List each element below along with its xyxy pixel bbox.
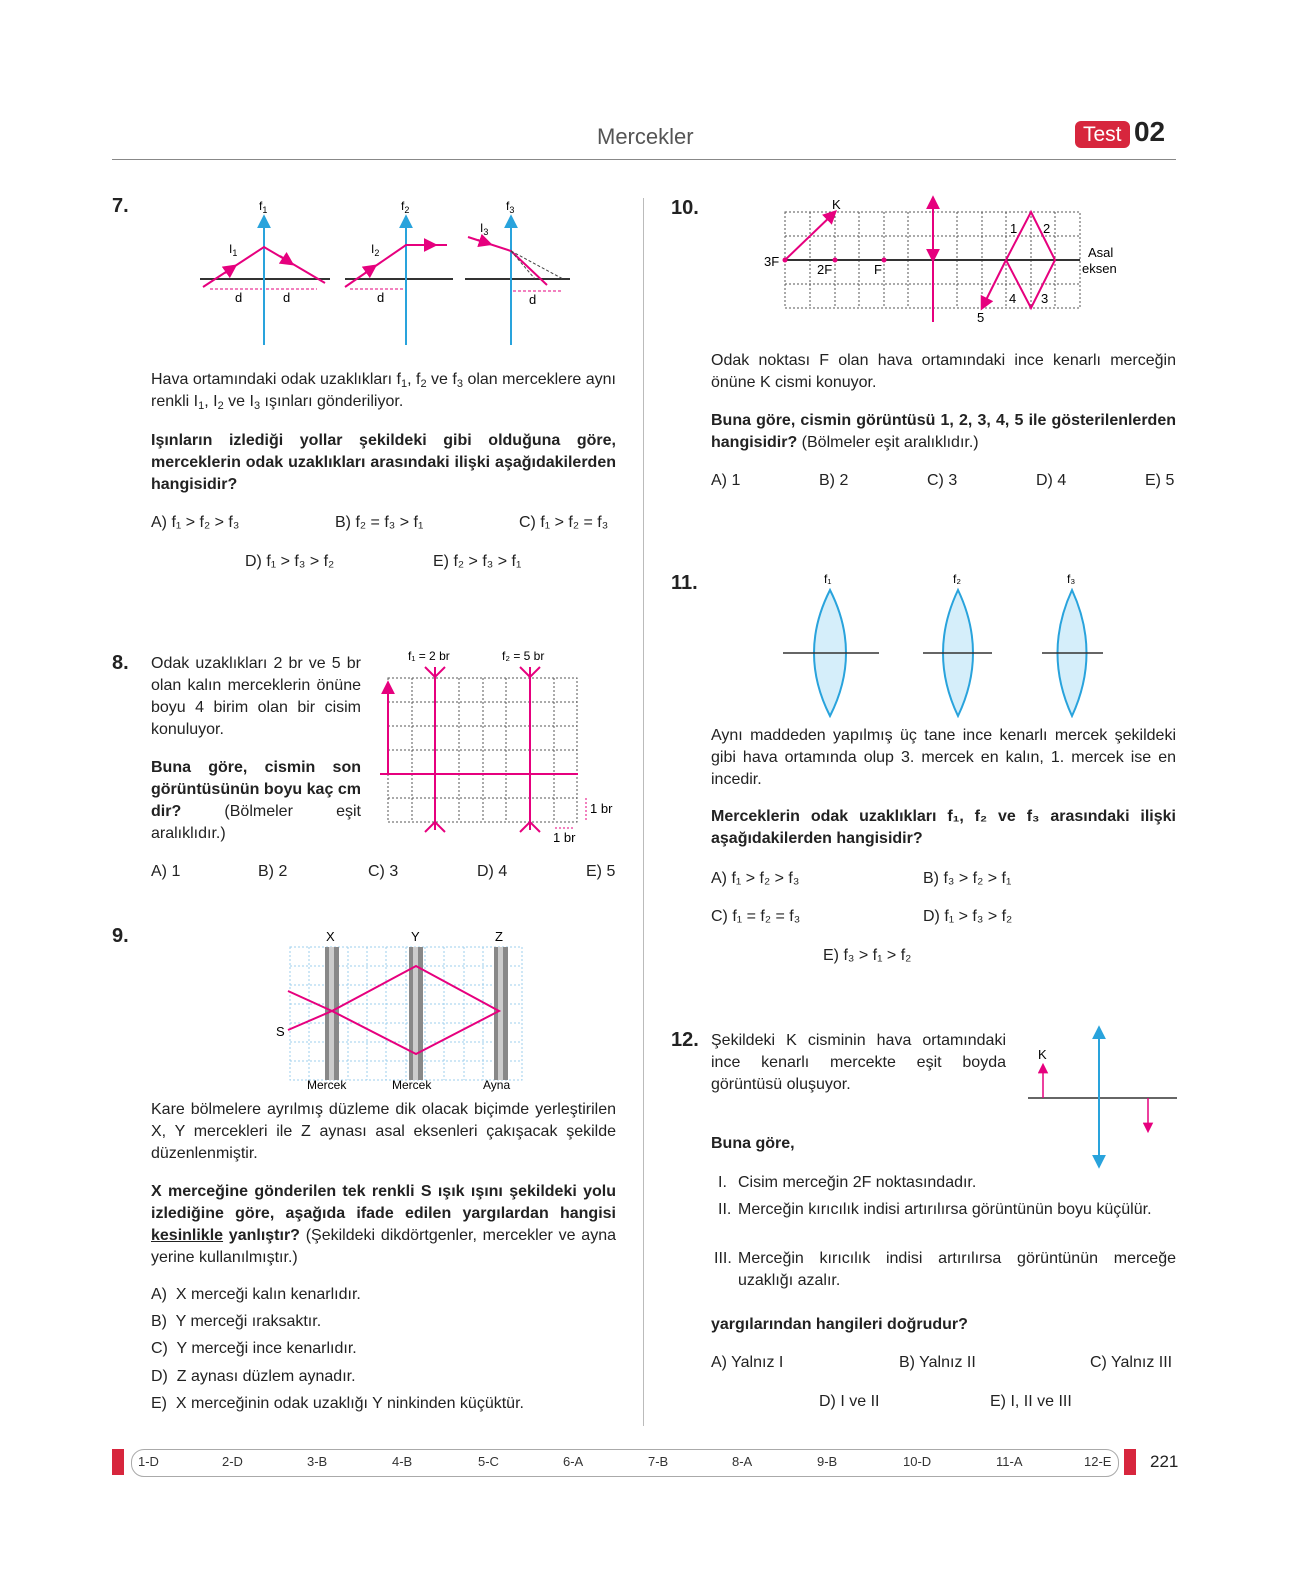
- answer-1: 1-D: [138, 1454, 159, 1469]
- test-badge: [1075, 116, 1165, 148]
- q7-i2: $I_2$: [371, 242, 380, 258]
- q9-y-label: Y: [411, 929, 420, 944]
- q10-label-5: 5: [977, 310, 985, 325]
- answer-7: 7-B: [648, 1454, 669, 1469]
- q12-stem: Şekildeki K cisminin hava ortamındaki ince kenarlı mercekte eşit boyda görüntüsü oluşuyor.: [711, 1032, 1006, 1093]
- q12-option-d[interactable]: D) I ve II: [819, 1393, 880, 1410]
- q7-d4: d: [529, 292, 537, 307]
- q10-option-d[interactable]: D) 4: [1036, 472, 1067, 489]
- q9-option-c[interactable]: C) Y merceği ince kenarlıdır.: [151, 1340, 357, 1357]
- answer-6: 6-A: [563, 1454, 584, 1469]
- q7-d1: d: [235, 290, 243, 305]
- q11-stem: Aynı maddeden yapılmış üç tane ince kenarlı mercek şekildeki gibi hava ortamında olup 3. mercek en kalın, 1. mercek ise en incedir.: [711, 727, 1176, 788]
- q9-option-a[interactable]: A) X merceği kalın kenarlıdır.: [151, 1286, 361, 1303]
- q12-statement-2: II. Merceğin kırıcılık indisi artırılırsa görüntünün boyu küçülür.: [718, 1201, 1152, 1218]
- q11-f1-label: f₁: [824, 572, 832, 586]
- answer-10: 10-D: [903, 1454, 932, 1469]
- q11-option-a[interactable]: A) f₁ > f₂ > f₃: [711, 870, 800, 887]
- q11-number: 11.: [671, 572, 698, 594]
- q9-number: 9.: [112, 925, 129, 947]
- q10-f-label: F: [874, 262, 882, 277]
- q8-option-d[interactable]: D) 4: [477, 863, 508, 880]
- footer-left-mark: [112, 1449, 124, 1475]
- q11-option-c[interactable]: C) f₁ = f₂ = f₃: [711, 908, 801, 925]
- q11-question: Merceklerin odak uzaklıkları f₁, f₂ ve f₃ arasındaki ilişki aşağıdakilerden hangisidir?: [711, 808, 1176, 847]
- q7-question: Işınların izlediği yollar şekildeki gibi olduğuna göre, merceklerin odak uzaklıkları arasındaki ilişki aşağıdakilerden hangisidir?: [151, 432, 616, 493]
- q10-axis-label-2: eksen: [1082, 261, 1117, 276]
- q8-unit-v: 1 br: [590, 801, 613, 816]
- answer-4: 4-B: [392, 1454, 413, 1469]
- q12-lead: Buna göre,: [711, 1135, 795, 1152]
- answer-2: 2-D: [222, 1454, 243, 1469]
- q11-option-d[interactable]: D) f₁ > f₃ > f₂: [923, 908, 1013, 925]
- q9-figure: [270, 925, 530, 1097]
- q7-option-e[interactable]: E) f₂ > f₃ > f₁: [433, 553, 522, 570]
- page-title: Mercekler: [597, 124, 694, 149]
- q8-f2-label: f₂ = 5 br: [502, 649, 545, 663]
- q7-figure: [195, 195, 575, 350]
- q11-option-e[interactable]: E) f₃ > f₁ > f₂: [823, 947, 912, 964]
- q9-question: X merceğine gönderilen tek renkli S ışık ışını şekildeki yolu izlediğine göre, aşağıda ifade edilen yargılardan hangisi kesinlikle yanlıştır? (Şekildeki dikdörtgenler, mercekler ve ayna yerine kullanılmıştır.): [151, 1183, 617, 1266]
- q12-option-c[interactable]: C) Yalnız III: [1090, 1354, 1173, 1371]
- q9-lens2-label: Mercek: [392, 1078, 432, 1092]
- q9-s-label: S: [276, 1024, 285, 1039]
- q9-z-label: Z: [495, 929, 503, 944]
- q10-label-1: 1: [1010, 221, 1018, 236]
- q9-stem: Kare bölmelere ayrılmış düzleme dik olacak biçimde yerleştirilen X, Y mercekleri ile Z aynası asal eksenleri çakışacak şekilde düzenlenmiştir.: [151, 1101, 616, 1162]
- q9-mirror-label: Ayna: [483, 1078, 511, 1092]
- header-rule: [112, 159, 1176, 160]
- q7-stem: Hava ortamındaki odak uzaklıkları $f_1$, $f_2$ ve $f_3$ olan merceklere aynı renkli $I_1$, $I_2$ ve $I_3$ ışınları gönderiliyor.: [151, 371, 617, 412]
- q12-number: 12.: [671, 1029, 699, 1051]
- q7-i1: $I_1$: [229, 242, 238, 258]
- q7-number: 7.: [112, 195, 129, 217]
- answer-key-bar: [131, 1449, 1119, 1477]
- q10-option-e[interactable]: E) 5: [1145, 472, 1175, 489]
- q11-f3-label: f₃: [1067, 572, 1076, 586]
- column-divider: [643, 198, 644, 1426]
- q10-option-b[interactable]: B) 2: [819, 472, 849, 489]
- answer-12: 12-E: [1084, 1454, 1112, 1469]
- q7-f1: $f_1$: [259, 199, 268, 215]
- q10-k-label: K: [832, 197, 841, 212]
- q8-question: Buna göre, cismin son görüntüsünün boyu kaç cm dir? (Bölmeler eşit aralıklıdır.): [151, 759, 361, 842]
- q8-number: 8.: [112, 652, 129, 674]
- q7-f2: $f_2$: [401, 199, 410, 215]
- q7-option-a[interactable]: A) f₁ > f₂ > f₃: [151, 514, 240, 531]
- q10-number: 10.: [671, 197, 699, 219]
- q12-statement-1: I. Cisim merceğin 2F noktasındadır.: [718, 1174, 977, 1191]
- q12-statement-3: III. Merceğin kırıcılık indisi artırılırsa görüntünün merceğe uzaklığı azalır.: [714, 1250, 1176, 1289]
- q7-f3: $f_3$: [506, 199, 515, 215]
- q8-option-c[interactable]: C) 3: [368, 863, 399, 880]
- q8-option-b[interactable]: B) 2: [258, 863, 288, 880]
- q8-f1-label: f₁ = 2 br: [408, 649, 450, 663]
- q12-option-b[interactable]: B) Yalnız II: [899, 1354, 976, 1371]
- q9-x-label: X: [326, 929, 335, 944]
- test-label: Test: [1075, 121, 1130, 148]
- q9-lens1-label: Mercek: [307, 1078, 347, 1092]
- test-number: 02: [1133, 116, 1166, 147]
- q10-option-c[interactable]: C) 3: [927, 472, 958, 489]
- q7-d2: d: [283, 290, 291, 305]
- q10-label-4: 4: [1009, 291, 1017, 306]
- page-number: 221: [1150, 1452, 1179, 1471]
- q10-2f-label: 2F: [817, 262, 833, 277]
- q10-question: Buna göre, cismin görüntüsü 1, 2, 3, 4, 5 ile gösterilenlerden hangisidir? (Bölmeler eşit aralıklıdır.): [711, 412, 1176, 451]
- q9-option-e[interactable]: E) X merceğinin odak uzaklığı Y ninkinden küçüktür.: [151, 1395, 524, 1412]
- answer-11: 11-A: [996, 1454, 1023, 1469]
- q11-figure: [780, 568, 1110, 718]
- q12-k-label: K: [1038, 1047, 1047, 1062]
- q8-option-e[interactable]: E) 5: [586, 863, 616, 880]
- q10-label-3: 3: [1041, 291, 1049, 306]
- q8-unit-h: 1 br: [553, 830, 576, 845]
- q10-axis-label-1: Asal: [1088, 245, 1114, 260]
- q9-option-b[interactable]: B) Y merceği ıraksaktır.: [151, 1313, 322, 1330]
- q10-figure: [760, 195, 1140, 330]
- answer-3: 3-B: [307, 1454, 328, 1469]
- q11-option-b[interactable]: B) f₃ > f₂ > f₁: [923, 870, 1012, 887]
- q12-question: yargılarından hangileri doğrudur?: [711, 1316, 968, 1333]
- q7-option-c[interactable]: C) f₁ > f₂ = f₃: [519, 514, 609, 531]
- q12-figure: [1025, 1022, 1180, 1170]
- q10-3f-label: 3F: [764, 254, 780, 269]
- q10-label-2: 2: [1043, 221, 1051, 236]
- q7-i3: $I_3$: [480, 221, 489, 237]
- q7-option-d[interactable]: D) f₁ > f₃ > f₂: [245, 553, 335, 570]
- q8-stem: Odak uzaklıkları 2 br ve 5 br olan kalın merceklerin önüne boyu 4 birim olan bir cisim konuluyor.: [151, 655, 361, 738]
- q8-option-a[interactable]: A) 1: [151, 863, 181, 880]
- q8-figure: [380, 645, 620, 850]
- q7-d3: d: [377, 290, 385, 305]
- q7-option-b[interactable]: B) f₂ = f₃ > f₁: [335, 514, 424, 531]
- q12-option-e[interactable]: E) I, II ve III: [990, 1393, 1072, 1410]
- answer-5: 5-C: [478, 1454, 499, 1469]
- q11-f2-label: f₂: [953, 572, 961, 586]
- q10-option-a[interactable]: A) 1: [711, 472, 741, 489]
- answer-9: 9-B: [817, 1454, 838, 1469]
- q10-stem: Odak noktası F olan hava ortamındaki ince kenarlı merceğin önüne K cismi konuyor.: [711, 352, 1176, 391]
- answer-8: 8-A: [732, 1454, 753, 1469]
- q12-option-a[interactable]: A) Yalnız I: [711, 1354, 784, 1371]
- footer-right-mark: [1124, 1449, 1136, 1475]
- q9-option-d[interactable]: D) Z aynası düzlem aynadır.: [151, 1368, 356, 1385]
